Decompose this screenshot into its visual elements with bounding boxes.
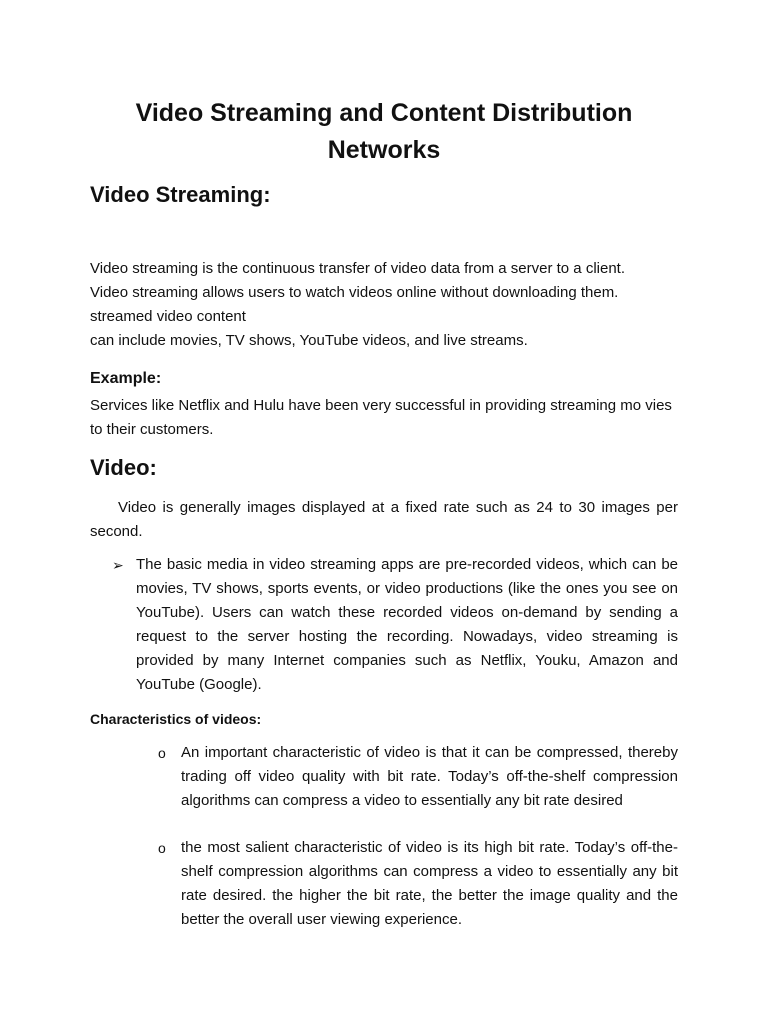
title-line-2: Networks [327,136,441,164]
video-intro-paragraph: Video is generally images displayed at a fixed rate such as 24 to 30 images per second. [90,499,678,540]
characteristics-heading: Characteristics of videos: [90,711,262,727]
video-streaming-paragraph [90,257,680,353]
example-paragraph: Services like Netflix and Hulu have been very successful in providing streaming mo vies to their customers. [90,397,672,438]
example-heading: Example: [90,370,162,387]
arrow-bullet-icon: ➢ [112,557,124,573]
circle-bullet-icon: o [158,840,166,856]
video-streaming-line-3: streamed video content [90,308,246,325]
circle-bullet-icon: o [158,745,166,761]
characteristic-text-1: An important characteristic of video is that it can be compressed, thereby trading off video quality with bit rate. Today’s off-the-shelf compression algorithms can compress a video to essentially any bit rate desired [181,744,678,809]
video-streaming-line-1: Video streaming is the continuous transfer of video data from a server to a client. [90,260,626,277]
characteristic-text-2: the most salient characteristic of video is its high bit rate. Today’s off-the-shelf compression algorithms can compress a video to essentially any bit rate desired. the higher the bit rate, the better the image quality and the better the overall user viewing experience. [181,839,678,928]
video-heading: Video: [90,455,157,480]
video-streaming-line-2: Video streaming allows users to watch videos online without downloading them. [90,284,619,301]
title-line-1: Video Streaming and Content Distribution [135,99,633,127]
video-streaming-heading: Video Streaming: [90,182,271,207]
document-title [90,95,678,169]
video-bullet-text: The basic media in video streaming apps are pre-recorded videos, which can be movies, TV shows, sports events, or video productions (like the ones you see on YouTube). Users can watch these recorded videos on-demand by sending a request to the server hosting the recording. Nowadays, video streaming is provided by many Internet companies such as Netflix, Youku, Amazon and YouTube (Google). [136,556,678,693]
video-streaming-line-4: can include movies, TV shows, YouTube videos, and live streams. [90,332,528,349]
